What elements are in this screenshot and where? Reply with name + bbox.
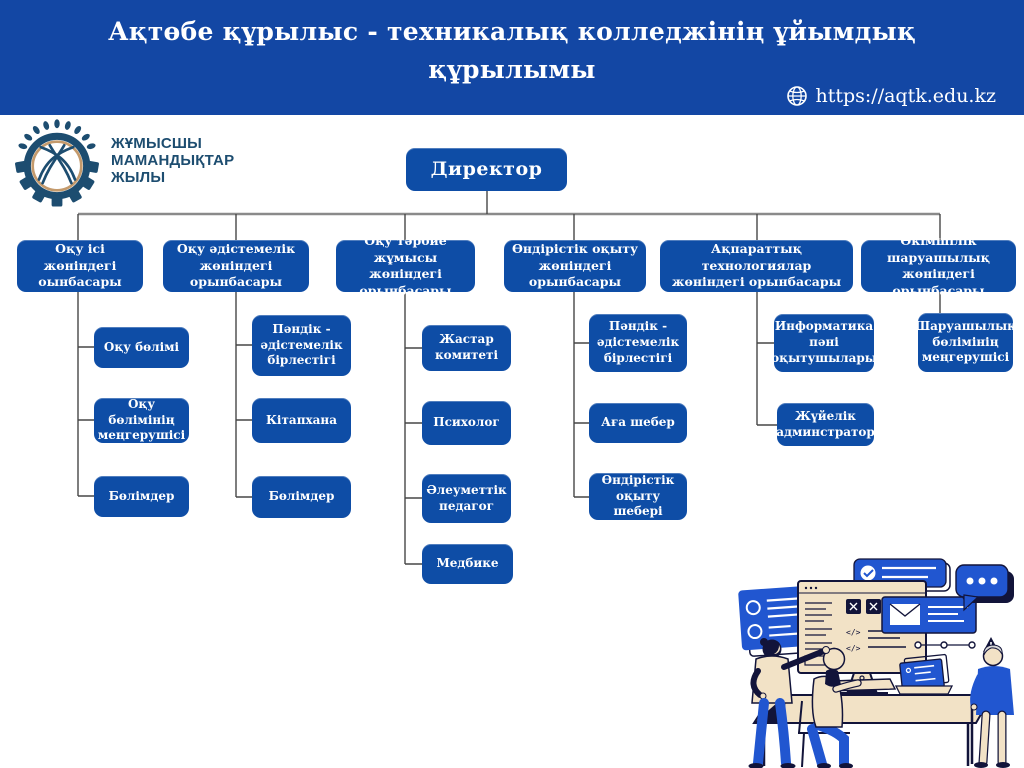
org-box-zhuielik-administrator: Жүйелік админстратор (777, 403, 874, 446)
org-box-zhastar-komiteti: Жастар комитеті (422, 325, 511, 371)
mail-card-icon (882, 597, 976, 633)
org-box-deputy-ondiristik: Өндірістік оқыту жөніндегі орынбасары (504, 240, 646, 292)
person-elderly (971, 645, 1014, 768)
org-box-pandik-birlestigi-2: Пәндік - әдістемелік бірлестігі (589, 314, 687, 372)
org-box-bolimder-1: Бөлімдер (94, 476, 189, 517)
org-box-director: Директор (406, 148, 567, 191)
logo-text (111, 135, 234, 186)
org-box-bolimder-2: Бөлімдер (252, 476, 351, 518)
org-box-medbike: Медбике (422, 544, 513, 584)
org-box-informatika-oqytushylary: Информатика пәні оқытушылары (774, 314, 874, 372)
org-box-oqu-bolim-mengerushisi: Оқу бөлімінің меңгерушісі (94, 398, 189, 443)
svg-text:</>: </> (846, 628, 861, 637)
svg-text:</>: </> (846, 644, 861, 653)
org-box-pandik-birlestigi-1: Пәндік - әдістемелік бірлестігі (252, 315, 351, 376)
gear-shanyrak-logo-icon (12, 118, 102, 214)
page-title-line2: құрылымы (428, 55, 596, 84)
org-box-ondiristik-sheberi: Өндірістік оқыту шебері (589, 473, 687, 520)
logo-text-line2: МАМАНДЫҚТАР (111, 152, 235, 169)
document-tray (896, 686, 952, 694)
org-box-psikholog: Психолог (422, 401, 511, 445)
logo-text-line1: ЖҰМЫСШЫ (111, 135, 203, 152)
page-title (0, 13, 1024, 89)
people-working-at-computers-illustration (686, 553, 1024, 768)
org-box-sharuashylyq-mengerushisi: Шаруашылық бөлімінің меңгерушісі (918, 313, 1013, 372)
website-link[interactable] (786, 85, 996, 107)
college-logo (12, 118, 234, 214)
chat-bubble-icon (956, 565, 1014, 610)
org-box-deputy-akimshilik: Әкімшілік шаруашылық жөніндегі орынбасары (861, 240, 1016, 292)
header-banner (0, 0, 1024, 115)
org-box-deputy-adistemelik: Оқу әдістемелік жөніндегі орынбасары (163, 240, 309, 292)
globe-icon (786, 85, 808, 107)
logo-text-line3: ЖЫЛЫ (111, 169, 166, 186)
org-box-aga-sheber: Аға шебер (589, 403, 687, 443)
org-box-oqu-bolimi: Оқу бөлімі (94, 327, 189, 368)
page-title-line1: Ақтөбе құрылыс - техникалық колледжінің ұйымдық (108, 17, 916, 46)
website-url: https://aqtk.edu.kz (815, 85, 996, 107)
org-box-deputy-akparattyq: Ақпараттық технологиялар жөніндегі орынбасары (660, 240, 853, 292)
org-box-deputy-oqu-isi: Оқу ісі жөніндегі оынбасары (17, 240, 143, 292)
org-box-deputy-tarbie: Оқу тәрбие жұмысы жөніндегі орынбасары (336, 240, 475, 292)
org-box-aleumettik-pedagog: Әлеуметтік педагог (422, 474, 511, 523)
org-box-kitapkhana: Кітапхана (252, 398, 351, 443)
